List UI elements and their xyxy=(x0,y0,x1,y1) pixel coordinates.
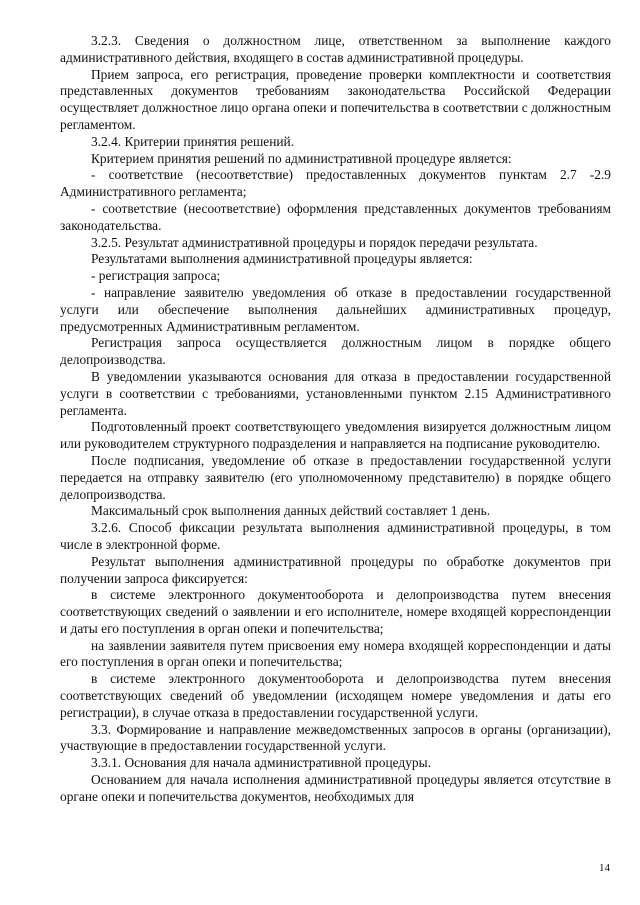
paragraph: в системе электронного документооборота и делопроизводства путем внесения соответствующих сведений о заявлении и его исполнителе, номере входящей корреспонденции и даты его поступления в орган опеки и попечительства; xyxy=(60,587,611,636)
paragraph: на заявлении заявителя путем присвоения ему номера входящей корреспонденции и даты его поступления в орган опеки и попечительства; xyxy=(60,637,611,670)
paragraph: в системе электронного документооборота и делопроизводства путем внесения соответствующих сведений об уведомлении (исходящем номере уведомления и даты его регистрации), в случае отказа в предоставлении государственной услуги. xyxy=(60,671,611,720)
paragraph: В уведомлении указываются основания для отказа в предоставлении государственной услуги в соответствии с требованиями, установленными пунктом 2.15 Административного регламента. xyxy=(60,368,611,418)
paragraph: 3.3. Формирование и направление межведомственных запросов в органы (организации), участвующие в предоставлении государственной услуги. xyxy=(60,721,611,754)
paragraph: 3.2.3. Сведения о должностном лице, ответственном за выполнение каждого административного действия, входящего в состав административной процедуры. xyxy=(60,33,611,65)
document-page xyxy=(60,33,611,806)
list-item: - направление заявителю уведомления об отказе в предоставлении государственной услуги или обеспечение выполнения дальнейших административных процедур, предусмотренных Административным регламентом. xyxy=(60,284,611,334)
paragraph: Максимальный срок выполнения данных действий составляет 1 день. xyxy=(91,503,491,519)
paragraph: Подготовленный проект соответствующего уведомления визируется должностным лицом или руководителем структурного подразделения и направляется на подписание руководителю. xyxy=(60,419,611,452)
paragraph: После подписания, уведомление об отказе в предоставлении государственной услуги передается на отправку заявителю (его уполномоченному представителю) в порядке общего делопроизводства. xyxy=(60,452,611,502)
paragraph: 3.2.6. Способ фиксации результата выполнения административной процедуры, в том числе в электронной форме. xyxy=(60,520,611,552)
paragraph: 3.2.4. Критерии принятия решений. xyxy=(91,133,295,149)
paragraph: Регистрация запроса осуществляется должностным лицом в порядке общего делопроизводства. xyxy=(60,335,611,368)
paragraph: Прием запроса, его регистрация, проведение проверки комплектности и соответствия представленных документов требованиям законодательства Российской Федерации осуществляет должностное лицо органа опеки и попечительства в соответствии с должностным регламентом. xyxy=(60,66,611,132)
paragraph: 3.2.5. Результат административной процедуры и порядок передачи результата. xyxy=(91,234,538,250)
list-item: - соответствие (несоответствие) оформления представленных документов требованиям законодательства. xyxy=(60,200,611,233)
list-item: - соответствие (несоответствие) предоставленных документов пунктам 2.7 -2.9 Административного регламента; xyxy=(60,167,611,200)
paragraph: Критерием принятия решений по административной процедуре является: xyxy=(91,150,512,166)
paragraph: Результатами выполнения административной процедуры является: xyxy=(91,251,473,267)
paragraph: 3.3.1. Основания для начала административной процедуры. xyxy=(91,755,431,771)
paragraph: Результат выполнения административной процедуры по обработке документов при получении запроса фиксируется: xyxy=(60,553,611,586)
paragraph: Основанием для начала исполнения административной процедуры является отсутствие в органе опеки и попечительства документов, необходимых для xyxy=(60,772,611,804)
page-number: 14 xyxy=(599,862,610,874)
list-item: - регистрация запроса; xyxy=(91,268,221,284)
